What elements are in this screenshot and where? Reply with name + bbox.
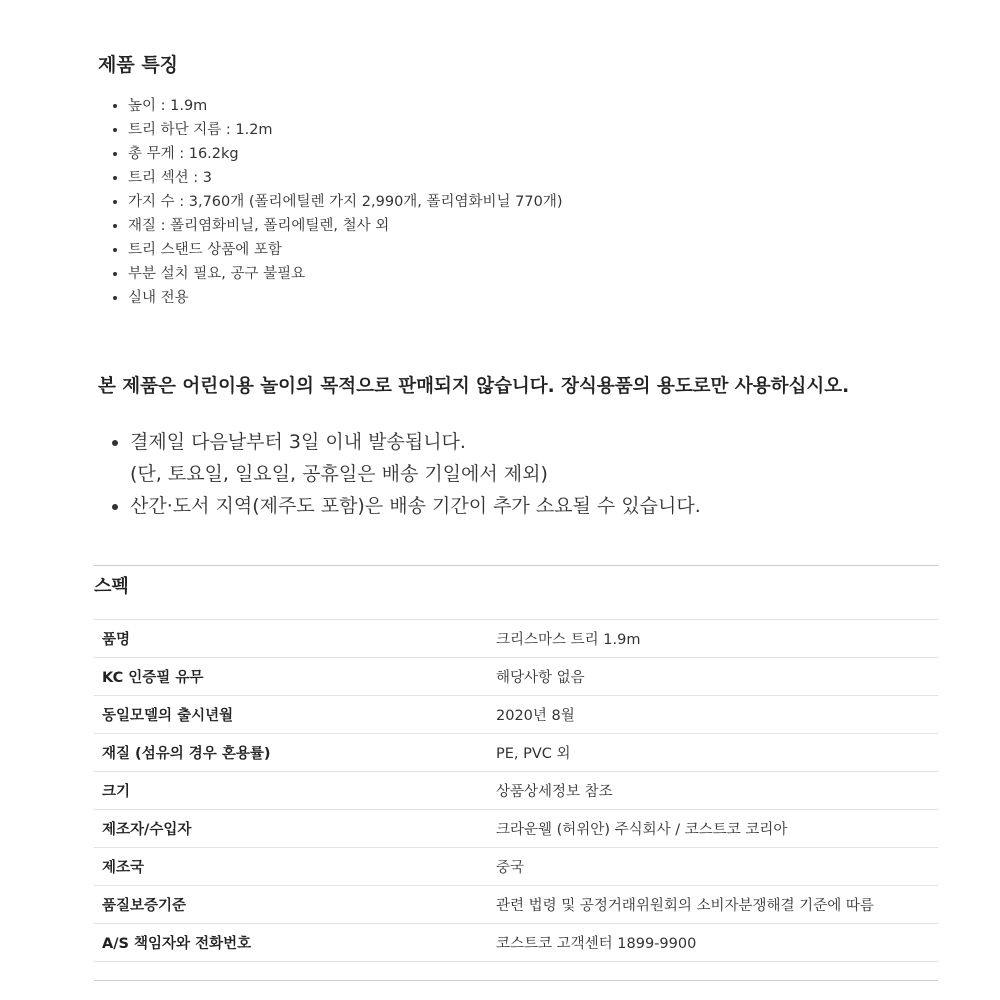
spec-key: 제조국 — [94, 848, 488, 886]
spec-table — [94, 619, 938, 962]
feature-item: • 가지 수 : 3,760개 (폴리에틸렌 가지 2,990개, 폴리염화비닐 770개) — [128, 190, 563, 214]
spec-key: A/S 책임자와 전화번호 — [94, 924, 488, 962]
feature-item: • 트리 섹션 : 3 — [128, 166, 563, 190]
spec-key: 크기 — [94, 772, 488, 810]
feature-item: • 부분 설치 필요, 공구 불필요 — [128, 262, 563, 286]
spec-value: 해당사항 없음 — [488, 658, 938, 696]
shipping-info-list — [110, 426, 701, 522]
spec-value: 크리스마스 트리 1.9m — [488, 620, 938, 658]
spec-key: 품질보증기준 — [94, 886, 488, 924]
table-row — [94, 924, 938, 962]
feature-item: • 높이 : 1.9m — [128, 94, 563, 118]
spec-value: PE, PVC 외 — [488, 734, 938, 772]
spec-key: 동일모델의 출시년월 — [94, 696, 488, 734]
table-row — [94, 810, 938, 848]
spec-key: 품명 — [94, 620, 488, 658]
spec-value: 2020년 8월 — [488, 696, 938, 734]
spec-key: KC 인증필 유무 — [94, 658, 488, 696]
spec-value: 상품상세정보 참조 — [488, 772, 938, 810]
spec-value: 중국 — [488, 848, 938, 886]
spec-value: 크라운웰 (허위안) 주식회사 / 코스트코 코리아 — [488, 810, 938, 848]
feature-item: • 총 무게 : 16.2kg — [128, 142, 563, 166]
table-row — [94, 886, 938, 924]
feature-item: • 트리 하단 지름 : 1.2m — [128, 118, 563, 142]
spec-divider — [94, 565, 938, 566]
bottom-divider — [94, 980, 938, 981]
feature-item: • 재질 : 폴리염화비닐, 폴리에틸렌, 철사 외 — [128, 214, 563, 238]
shipping-item — [130, 426, 701, 490]
table-row — [94, 696, 938, 734]
table-row — [94, 848, 938, 886]
spec-value: 코스트코 고객센터 1899-9900 — [488, 924, 938, 962]
spec-key: 제조자/수입자 — [94, 810, 488, 848]
features-title: 제품 특징 — [98, 54, 179, 76]
safety-notice: 본 제품은 어린이용 놀이의 목적으로 판매되지 않습니다. 장식용품의 용도로만 사용하십시오. — [98, 376, 850, 397]
table-row — [94, 658, 938, 696]
spec-value: 관련 법령 및 공정거래위원회의 소비자분쟁해결 기준에 따름 — [488, 886, 938, 924]
table-row — [94, 620, 938, 658]
table-row — [94, 772, 938, 810]
shipping-item-line: • 결제일 다음날부터 3일 이내 발송됩니다. — [130, 431, 466, 453]
feature-item: • 실내 전용 — [128, 286, 563, 310]
features-list — [110, 94, 563, 310]
shipping-item-note: (단, 토요일, 일요일, 공휴일은 배송 기일에서 제외) — [130, 463, 548, 485]
spec-key: 재질 (섬유의 경우 혼용률) — [94, 734, 488, 772]
spec-title: 스펙 — [94, 576, 129, 597]
shipping-item: • 산간·도서 지역(제주도 포함)은 배송 기간이 추가 소요될 수 있습니다. — [130, 490, 701, 522]
table-row — [94, 734, 938, 772]
feature-item: • 트리 스탠드 상품에 포함 — [128, 238, 563, 262]
